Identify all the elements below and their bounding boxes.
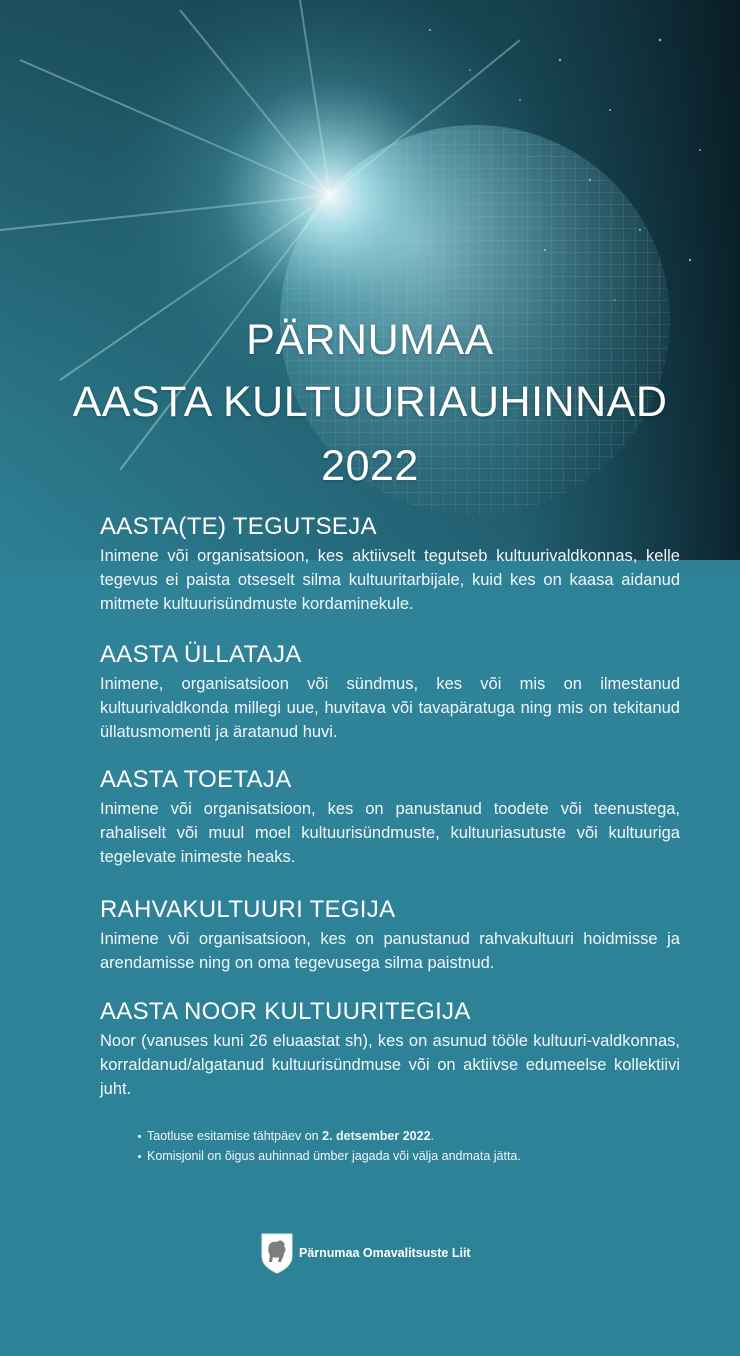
category-heading: AASTA NOOR KULTUURITEGIJA [100, 998, 471, 1025]
category-heading: AASTA ÜLLATAJA [100, 641, 302, 668]
category-description: Inimene või organisatsioon, kes on panustanud toodete või teenustega, rahaliselt või muul moel kultuurisündmuste, kultuuriasutuste või kultuuriga tegelevate inimeste heaks. [100, 800, 680, 866]
title-region: PÄRNUMAA [246, 316, 494, 364]
category-heading: RAHVAKULTUURI TEGIJA [100, 896, 396, 923]
category-heading: AASTA TOETAJA [100, 766, 292, 793]
deadline-prefix: Taotluse esitamise tähtpäev on [147, 1129, 319, 1143]
category-heading: AASTA(TE) TEGUTSEJA [100, 513, 377, 540]
title-main: AASTA KULTUURIAUHINNAD [72, 378, 668, 426]
notes-list [138, 1126, 521, 1166]
title-year: 2022 [321, 442, 419, 490]
category-aasta-noor-kultuuritegija [100, 997, 680, 1101]
category-description: Noor (vanuses kuni 26 eluaastat sh), kes on asunud tööle kultuuri-valdkonnas, korraldanud/algatanud kultuurisündmuse või on aktiivse edumeelse kollektiivi juht. [100, 1032, 680, 1098]
category-description: Inimene või organisatsioon, kes aktiivselt tegutseb kultuurivaldkonnas, kelle tegevus ei paista otseselt silma kultuuritarbijale, kuid kes on kaasa aidanud mitmete kultuurisündmuste kordaminekule. [100, 547, 680, 613]
note-commission [138, 1146, 521, 1166]
organization-logo [260, 1232, 471, 1274]
note-deadline [138, 1126, 521, 1146]
category-description: Inimene või organisatsioon, kes on panustanud rahvakultuuri hoidmisse ja arendamisse ning on oma tegevusega silma paistnud. [100, 930, 680, 972]
category-description: Inimene, organisatsioon või sündmus, kes või mis on ilmestanud kultuurivaldkonda millegi uue, huvitava või tavapäratuga ning mis on tekitanud üllatusmomenti ja äratanud huvi. [100, 675, 680, 741]
category-aasta-toetaja [100, 765, 680, 869]
category-aasta-ullataja [100, 640, 680, 744]
bullet-icon [138, 1155, 141, 1158]
deadline-date: 2. detsember 2022 [322, 1129, 431, 1143]
organization-name: Pärnumaa Omavalitsuste Liit [299, 1246, 471, 1260]
bullet-icon [138, 1135, 141, 1138]
category-rahvakultuuri-tegija [100, 895, 680, 975]
category-aasta-tegutseja [100, 512, 680, 616]
commission-text: Komisjonil on õigus auhinnad ümber jagada või välja andmata jätta. [147, 1149, 521, 1163]
deadline-suffix: . [430, 1129, 435, 1143]
bear-shield-icon [260, 1232, 294, 1274]
